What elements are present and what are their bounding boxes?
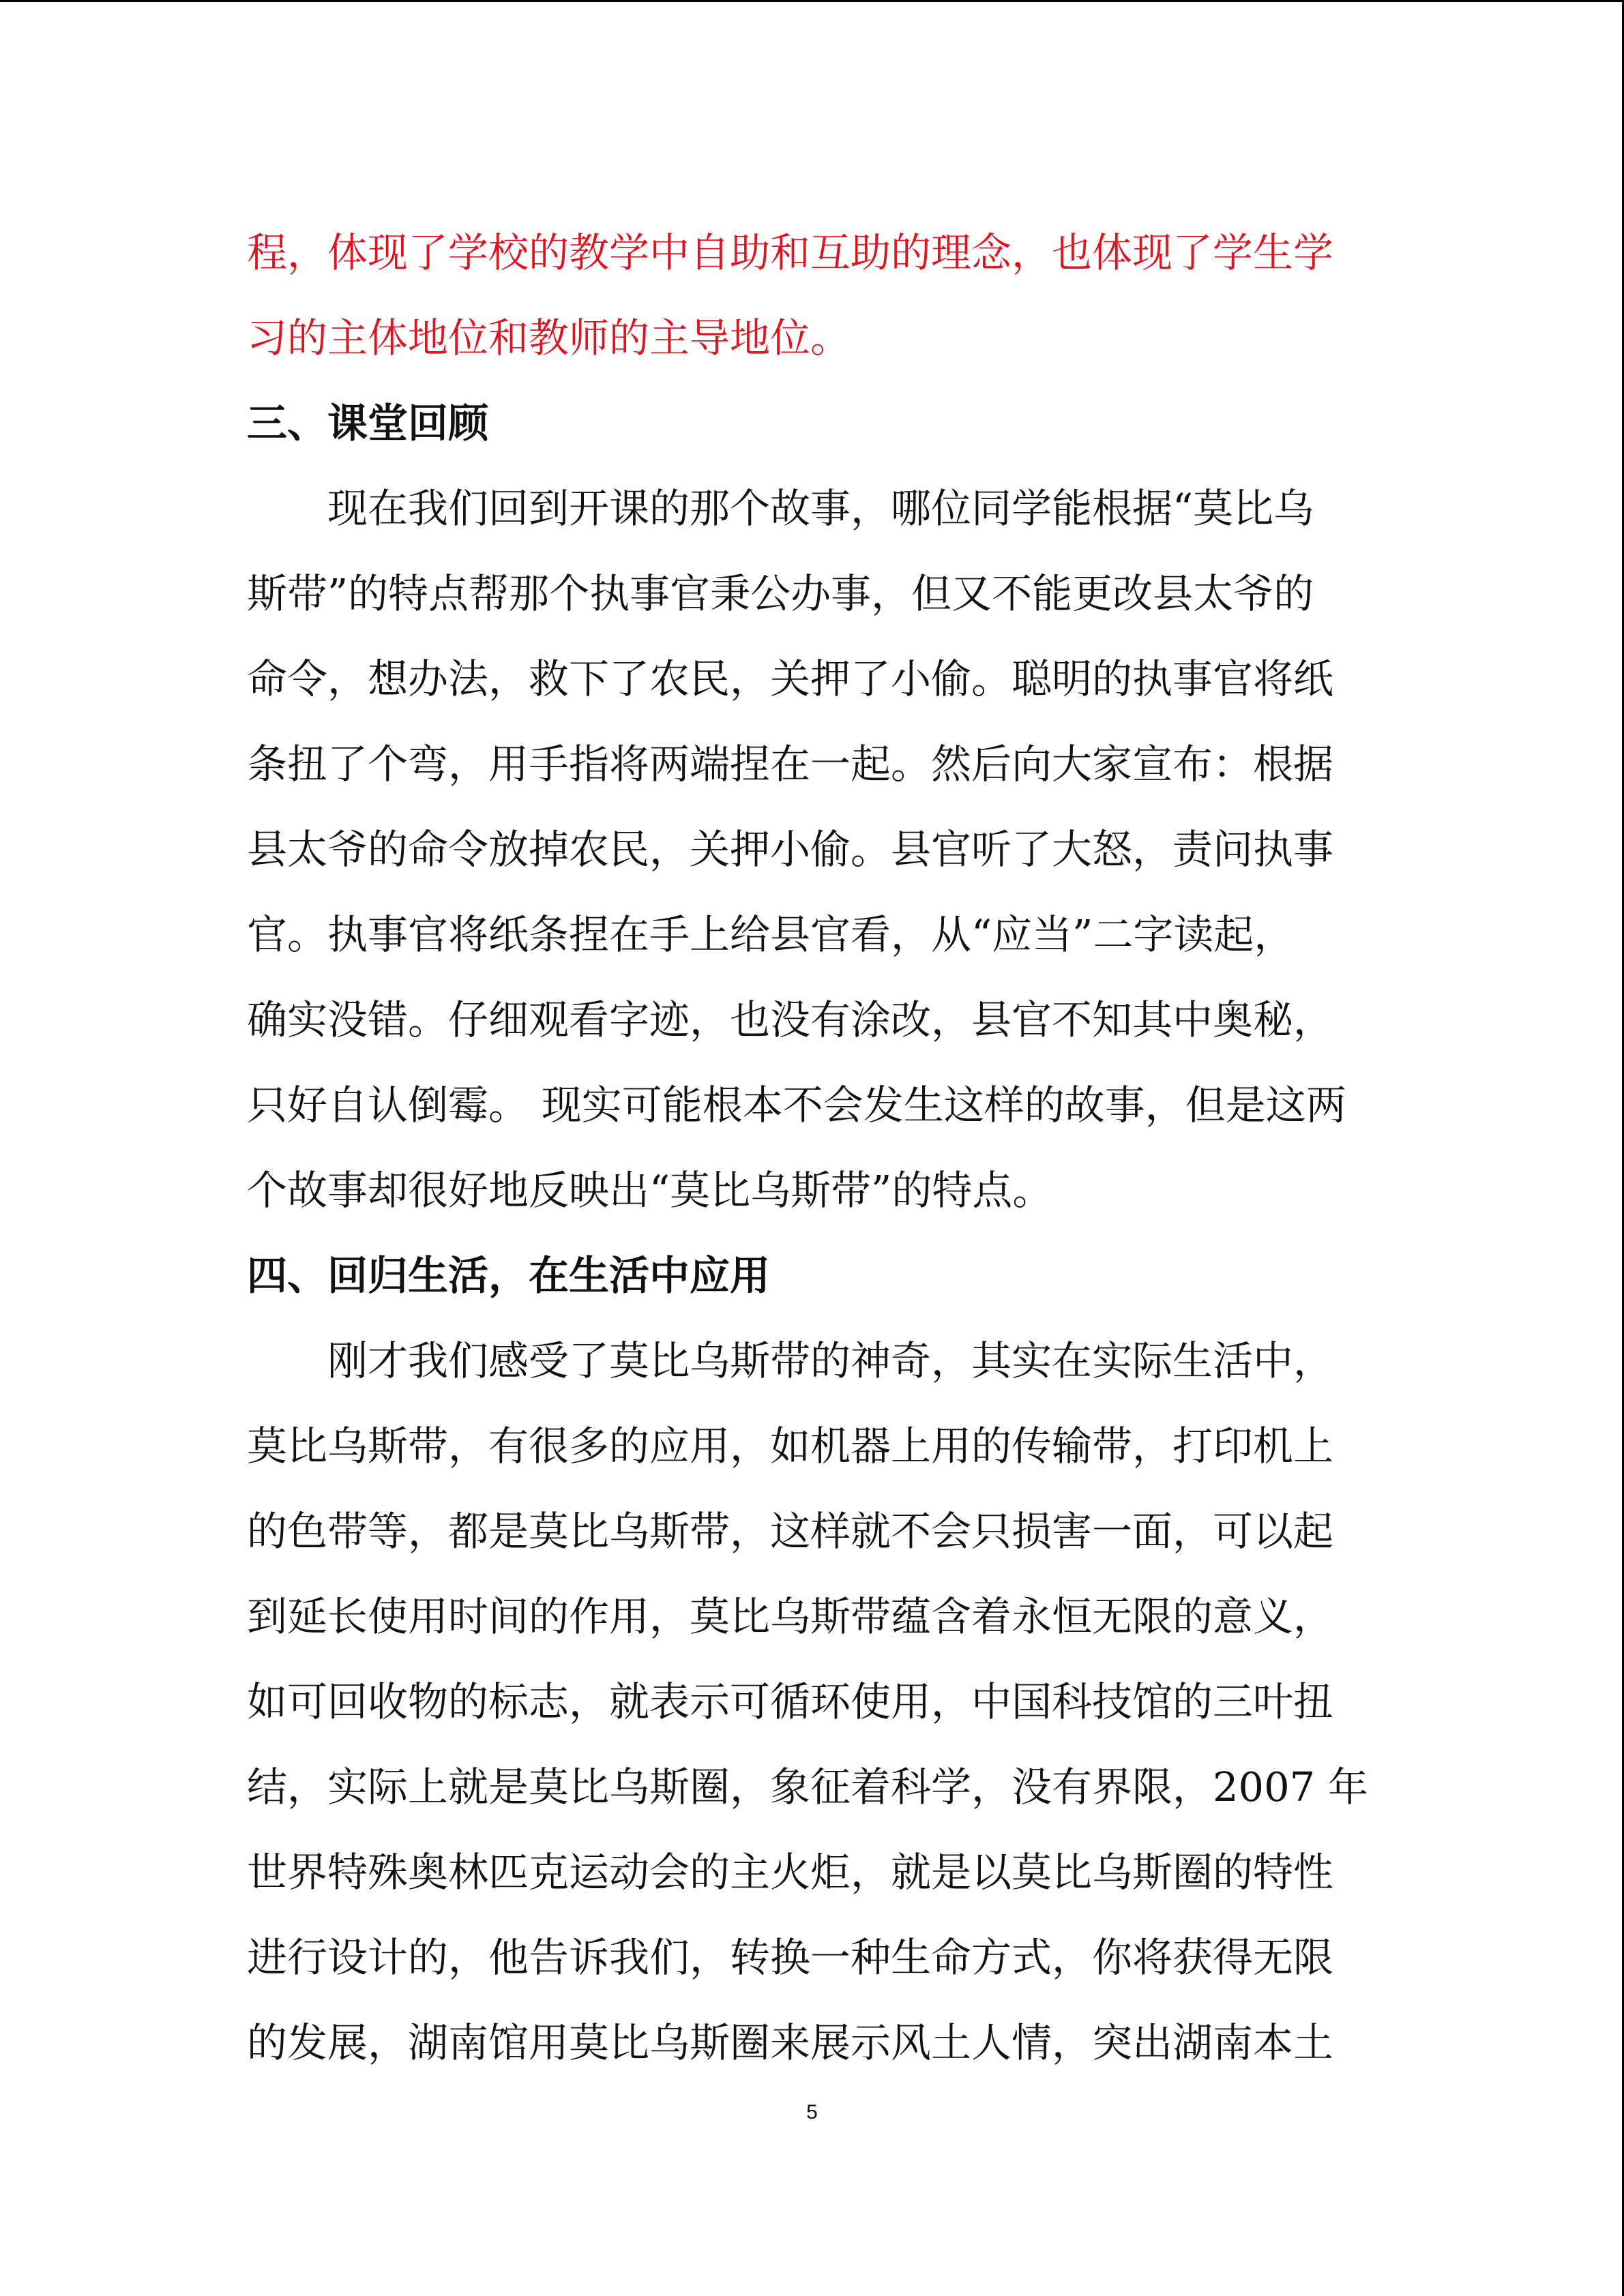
paragraph-line: 到延长使用时间的作用，莫比乌斯带蕴含着永恒无限的意义， bbox=[247, 1593, 1334, 1640]
paragraph-line: 斯带”的特点帮那个执事官秉公办事，但又不能更改县太爷的 bbox=[247, 570, 1314, 617]
intro-line-1: 程，体现了学校的教学中自助和互助的理念，也体现了学生学 bbox=[247, 229, 1334, 276]
section-heading-review: 三、课堂回顾 bbox=[247, 400, 489, 447]
paragraph-line: 官。执事官将纸条捏在手上给县官看，从“应当”二字读起， bbox=[247, 911, 1295, 958]
paragraph-line: 进行设计的，他告诉我们，转换一种生命方式，你将获得无限 bbox=[247, 1934, 1334, 1981]
paragraph-line: 结，实际上就是莫比乌斯圈，象征着科学，没有界限，2007 年 bbox=[247, 1763, 1368, 1810]
page-number: 5 bbox=[806, 2101, 818, 2123]
paragraph-line: 只好自认倒霉。 现实可能根本不会发生这样的故事，但是这两 bbox=[247, 1082, 1346, 1129]
paragraph-line: 世界特殊奥林匹克运动会的主火炬，就是以莫比乌斯圈的特性 bbox=[247, 1849, 1334, 1896]
paragraph-line: 如可回收物的标志，就表示可循环使用，中国科技馆的三叶扭 bbox=[247, 1678, 1334, 1725]
paragraph-line: 的色带等，都是莫比乌斯带，这样就不会只损害一面，可以起 bbox=[247, 1508, 1334, 1555]
paragraph-line: 命令，想办法，救下了农民，关押了小偷。聪明的执事官将纸 bbox=[247, 655, 1334, 702]
intro-line-2: 习的主体地位和教师的主导地位。 bbox=[247, 314, 851, 361]
paragraph-line: 条扭了个弯，用手指将两端捏在一起。然后向大家宣布：根据 bbox=[247, 741, 1334, 788]
paragraph-line: 莫比乌斯带，有很多的应用，如机器上用的传输带，打印机上 bbox=[247, 1422, 1334, 1470]
paragraph-line: 县太爷的命令放掉农民，关押小偷。县官听了大怒，责问执事 bbox=[247, 826, 1334, 873]
page-content bbox=[247, 210, 1379, 2085]
paragraph-line: 个故事却很好地反映出“莫比乌斯带”的特点。 bbox=[247, 1167, 1053, 1214]
section-heading-application: 四、回归生活，在生活中应用 bbox=[247, 1252, 771, 1299]
paragraph-line: 现在我们回到开课的那个故事，哪位同学能根据“莫比乌 bbox=[327, 485, 1314, 532]
paragraph-line: 的发展，湖南馆用莫比乌斯圈来展示风土人情，突出湖南本土 bbox=[247, 2019, 1334, 2066]
paragraph-line: 确实没错。仔细观看字迹，也没有涂改，县官不知其中奥秘， bbox=[247, 996, 1334, 1043]
paragraph-line: 刚才我们感受了莫比乌斯带的神奇，其实在实际生活中， bbox=[327, 1337, 1334, 1384]
